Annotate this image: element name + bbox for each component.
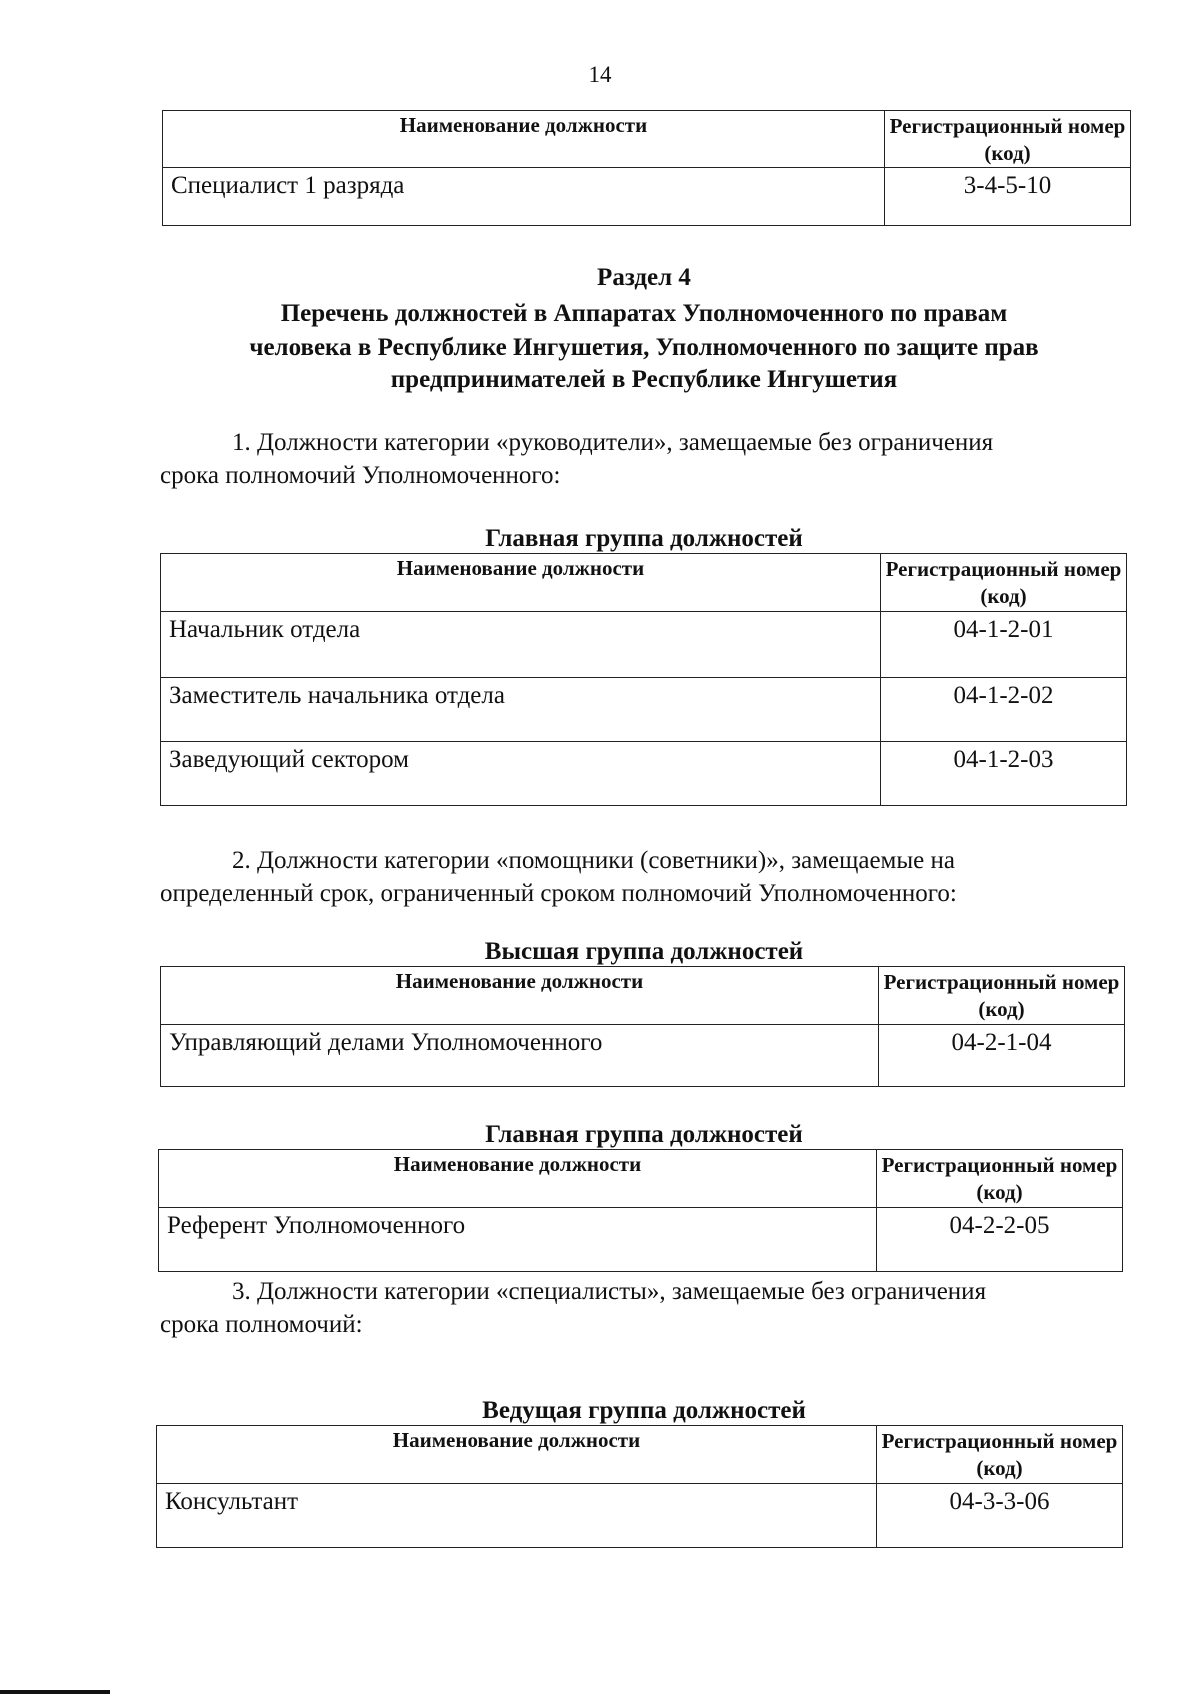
- table-header-row: [161, 967, 1125, 1025]
- position-name: Управляющий делами Уполномоченного: [161, 1025, 879, 1087]
- table-header-row: [161, 554, 1127, 612]
- position-name: Референт Уполномоченного: [159, 1208, 877, 1272]
- page-number: 14: [588, 62, 612, 87]
- name-column-header: Наименование должности: [163, 111, 885, 168]
- paragraph-2: [160, 844, 1110, 910]
- position-code: 04-2-1-04: [879, 1025, 1125, 1087]
- table-row: [161, 612, 1127, 678]
- positions-table-higher: [160, 966, 1125, 1087]
- paragraph-3-line-2: срока полномочий:: [160, 1311, 363, 1338]
- code-column-header: Регистрационный номер (код): [879, 967, 1125, 1025]
- code-column-header: Регистрационный номер (код): [877, 1150, 1123, 1208]
- group-title-leading: Ведущая группа должностей: [482, 1397, 806, 1424]
- code-column-header: Регистрационный номер (код): [881, 554, 1127, 612]
- table-header-row: [159, 1150, 1123, 1208]
- position-code: 04-1-2-03: [881, 742, 1127, 806]
- positions-table-main-1: [160, 553, 1127, 806]
- code-column-header: Регистрационный номер (код): [885, 111, 1131, 168]
- name-column-header: Наименование должности: [161, 554, 881, 612]
- positions-table-main-2: [158, 1149, 1123, 1272]
- paragraph-3-line-1: 3. Должности категории «специалисты», замещаемые без ограничения: [232, 1278, 987, 1305]
- group-title-main-2: Главная группа должностей: [485, 1121, 803, 1148]
- paragraph-1: [160, 426, 1110, 492]
- name-column-header: Наименование должности: [159, 1150, 877, 1208]
- section-title-line-3: предпринимателей в Республике Ингушетия: [390, 366, 898, 393]
- group-title-main-1: Главная группа должностей: [485, 525, 803, 552]
- table-row: [159, 1208, 1123, 1272]
- table-row: [161, 1025, 1125, 1087]
- position-code: 3-4-5-10: [885, 168, 1131, 226]
- position-code: 04-1-2-02: [881, 678, 1127, 742]
- scan-edge-mark: [0, 1690, 110, 1694]
- paragraph-3: [160, 1275, 1110, 1341]
- table-row: [163, 168, 1131, 226]
- positions-table-continued: [162, 110, 1131, 226]
- position-code: 04-1-2-01: [881, 612, 1127, 678]
- paragraph-2-line-2: определенный срок, ограниченный сроком полномочий Уполномоченного:: [160, 880, 957, 907]
- section-title-line-2: человека в Республике Ингушетия, Уполномоченного по защите прав: [249, 334, 1039, 361]
- position-name: Консультант: [157, 1484, 877, 1548]
- position-name: Специалист 1 разряда: [163, 168, 885, 226]
- position-code: 04-2-2-05: [877, 1208, 1123, 1272]
- table-header-row: [163, 111, 1131, 168]
- name-column-header: Наименование должности: [157, 1426, 877, 1484]
- group-title-higher: Высшая группа должностей: [484, 938, 804, 965]
- table-row: [161, 678, 1127, 742]
- position-name: Заместитель начальника отдела: [161, 678, 881, 742]
- paragraph-1-line-2: срока полномочий Уполномоченного:: [160, 462, 561, 489]
- position-name: Начальник отдела: [161, 612, 881, 678]
- positions-table-leading: [156, 1425, 1123, 1548]
- paragraph-2-line-1: 2. Должности категории «помощники (советники)», замещаемые на: [232, 847, 955, 874]
- table-header-row: [157, 1426, 1123, 1484]
- table-row: [157, 1484, 1123, 1548]
- paragraph-1-line-1: 1. Должности категории «руководители», замещаемые без ограничения: [232, 429, 994, 456]
- section-title-line-1: Перечень должностей в Аппаратах Уполномоченного по правам: [280, 300, 1008, 327]
- name-column-header: Наименование должности: [161, 967, 879, 1025]
- section-number: Раздел 4: [597, 264, 691, 291]
- position-name: Заведующий сектором: [161, 742, 881, 806]
- code-column-header: Регистрационный номер (код): [877, 1426, 1123, 1484]
- table-row: [161, 742, 1127, 806]
- position-code: 04-3-3-06: [877, 1484, 1123, 1548]
